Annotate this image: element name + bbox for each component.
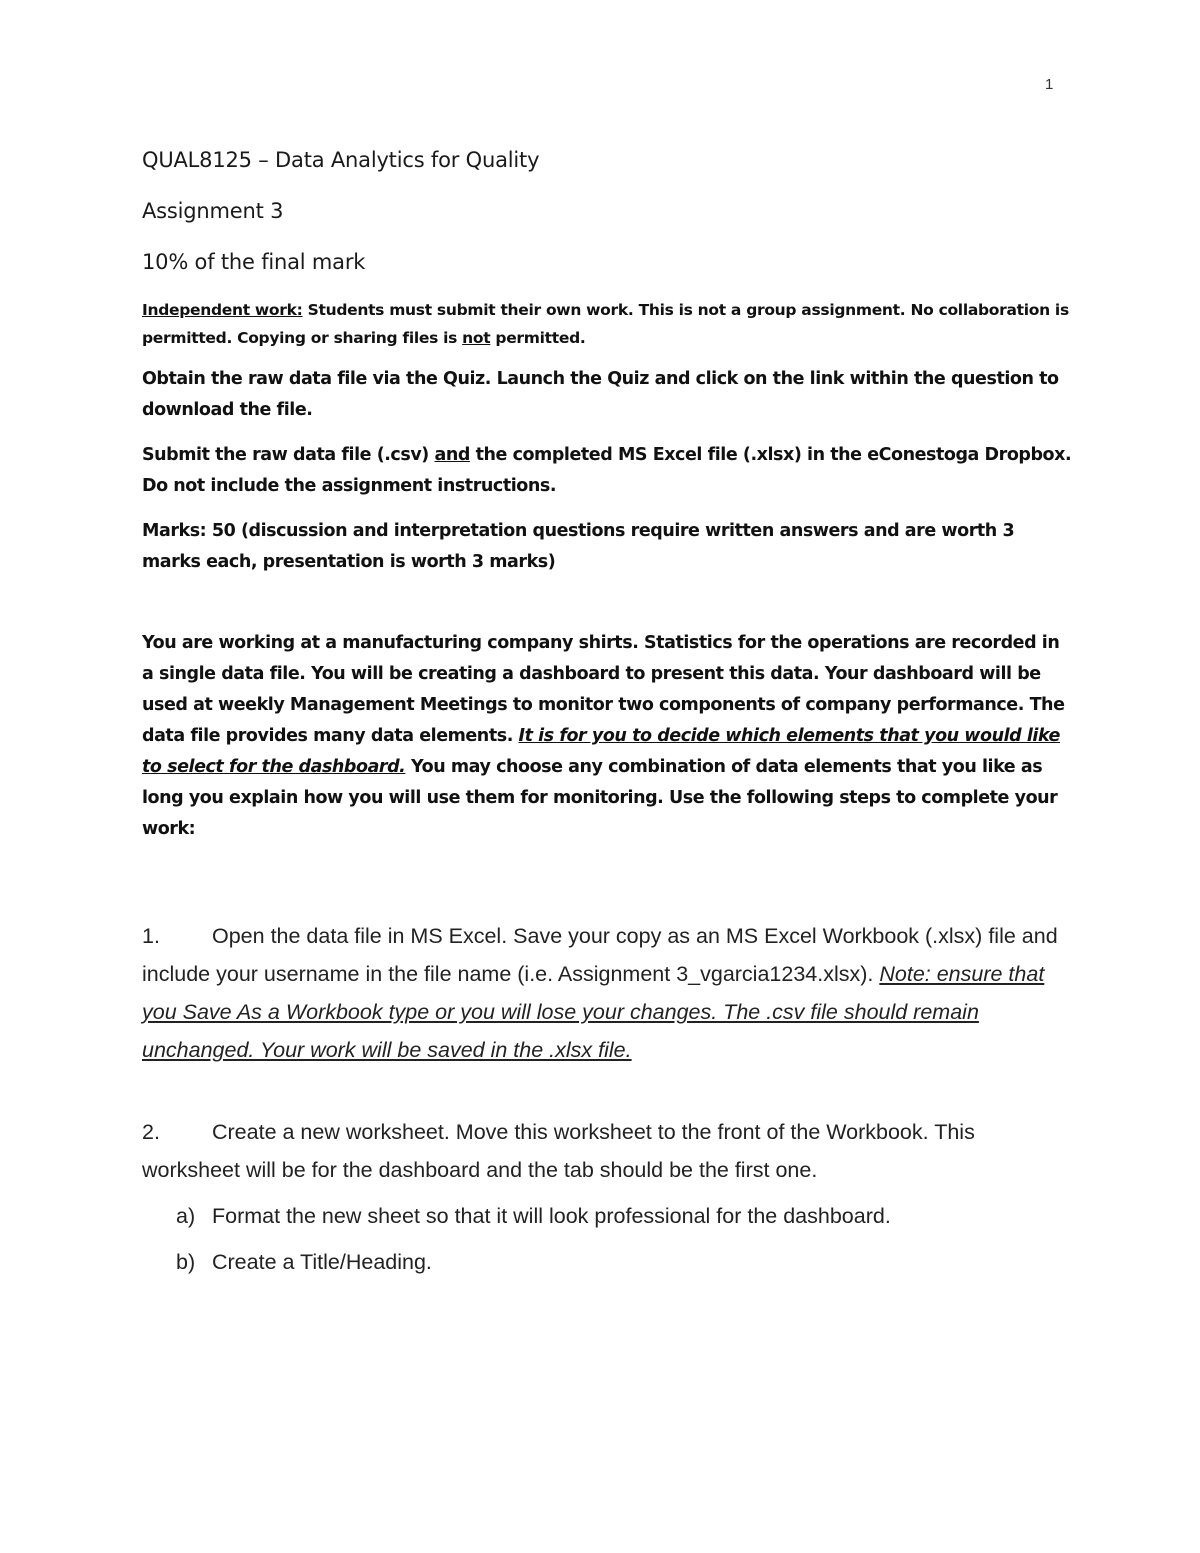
course-title: QUAL8125 – Data Analytics for Quality — [142, 148, 540, 172]
intro-emphasis: It is for you to decide which elements that you would like to select for the dashboard. — [142, 726, 1060, 777]
step-2-item-a — [176, 1197, 1072, 1235]
submit-text-b: the completed MS Excel file (.xlsx) in the eConestoga Dropbox. Do not include the assignment instructions. — [142, 445, 1072, 496]
intro-text-b: You may choose any combination of data elements that you like as long you explain how you will use them for monitoring. Use the following steps to complete your work: — [142, 757, 1058, 839]
intro-paragraph — [142, 628, 1072, 845]
independent-work-end: permitted. — [490, 329, 586, 347]
independent-work-not: not — [462, 329, 491, 347]
assignment-weight: 10% of the final mark — [142, 250, 366, 274]
step-1-number: 1. — [142, 924, 160, 948]
submit-and: and — [434, 445, 470, 465]
step-1 — [142, 917, 1072, 1069]
page-number: 1 — [1045, 76, 1054, 93]
marks-info: Marks: 50 (discussion and interpretation questions require written answers and are worth 3 marks each, presentation is worth 3 marks) — [142, 521, 1015, 572]
obtain-instructions: Obtain the raw data file via the Quiz. Launch the Quiz and click on the link within the question to download the file. — [142, 369, 1059, 420]
step-2 — [142, 1113, 1072, 1189]
document-body — [142, 140, 1072, 1289]
step-1-text: Open the data file in MS Excel. Save your copy as an MS Excel Workbook (.xlsx) file and include your username in the file name (i.e. Assignment 3_vgarcia1234.xlsx). — [142, 924, 1058, 986]
independent-work-notice — [142, 296, 1072, 352]
step-2-item-a-letter: a) — [176, 1204, 196, 1228]
step-1-note: Note: ensure that you Save As a Workbook type or you will lose your changes. The .csv file should remain unchanged. Your work will be saved in the .xlsx file. — [142, 962, 1045, 1062]
step-2-item-b — [176, 1243, 1072, 1281]
independent-work-label: Independent work: — [142, 301, 303, 319]
step-2-item-b-text: Create a Title/Heading. — [212, 1250, 432, 1274]
intro-text-a: You are working at a manufacturing company shirts. Statistics for the operations are recorded in a single data file. You will be creating a dashboard to present this data. Your dashboard will be used at weekly Management Meetings to monitor two components of company performance. The data file provides many data elements. — [142, 633, 1065, 746]
step-2-text: Create a new worksheet. Move this worksheet to the front of the Workbook. This worksheet will be for the dashboard and the tab should be the first one. — [142, 1120, 975, 1182]
step-2-item-b-letter: b) — [176, 1250, 196, 1274]
step-2-number: 2. — [142, 1120, 160, 1144]
assignment-title: Assignment 3 — [142, 199, 284, 223]
submit-instructions — [142, 440, 1072, 502]
step-2-item-a-text: Format the new sheet so that it will look professional for the dashboard. — [212, 1204, 891, 1228]
independent-work-text: Students must submit their own work. This is not a group assignment. No collaboration is permitted. Copying or sharing files is — [142, 301, 1069, 347]
submit-text-a: Submit the raw data file (.csv) — [142, 445, 435, 465]
